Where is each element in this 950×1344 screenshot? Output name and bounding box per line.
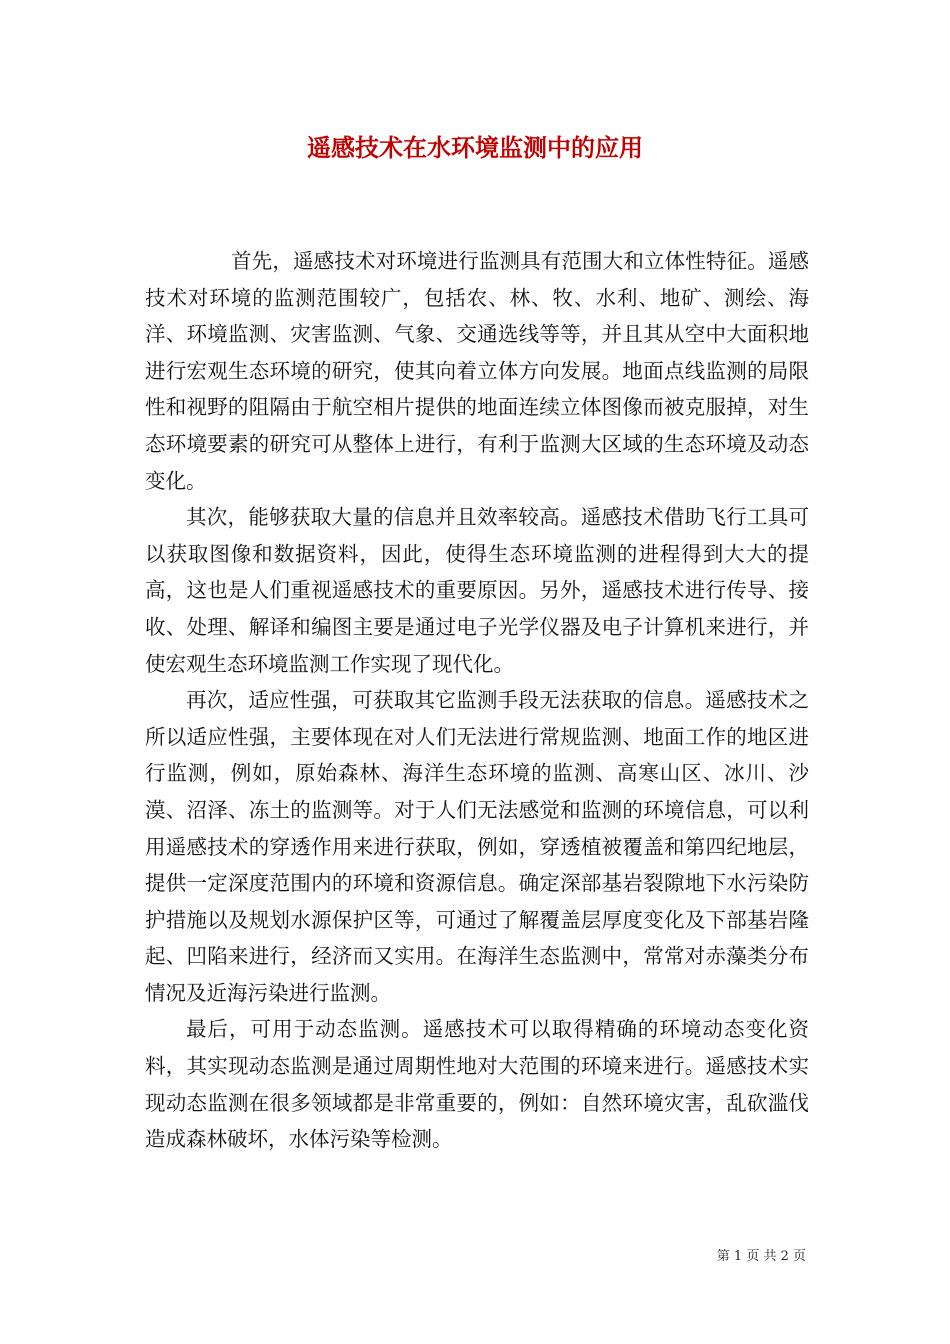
paragraph-2: 其次，能够获取大量的信息并且效率较高。遥感技术借助飞行工具可以获取图像和数据资料，因此，使得生态环境监测的进程得到大大的提高，这也是人们重视遥感技术的重要原因。另外，遥感技术进行传导、接收、处理、解译和编图主要是通过电子光学仪器及电子计算机来进行，并使宏观生态环境监测工作实现了现代化。 — [145, 505, 809, 676]
page-number-footer: 第 1 页 共 2 页 — [716, 1249, 806, 1264]
document-body — [145, 243, 809, 1158]
document-title: 遥感技术在水环境监测中的应用 — [307, 134, 643, 162]
paragraph-4: 最后，可用于动态监测。遥感技术可以取得精确的环境动态变化资料，其实现动态监测是通过周期性地对大范围的环境来进行。遥感技术实现动态监测在很多领域都是非常重要的，例如：自然环境灾害，乱砍滥伐造成森林破坏，水体污染等检测。 — [145, 1017, 809, 1152]
paragraph-3: 再次，适应性强，可获取其它监测手段无法获取的信息。遥感技术之所以适应性强，主要体现在对人们无法进行常规监测、地面工作的地区进行监测，例如，原始森林、海洋生态环境的监测、高寒山区、冰川、沙漠、沼泽、冻土的监测等。对于人们无法感觉和监测的环境信息，可以利用遥感技术的穿透作用来进行获取，例如，穿透植被覆盖和第四纪地层，提供一定深度范围内的环境和资源信息。确定深部基岩裂隙地下水污染防护措施以及规划水源保护区等，可通过了解覆盖层厚度变化及下部基岩隆起、凹陷来进行，经济而又实用。在海洋生态监测中，常常对赤藻类分布情况及近海污染进行监测。 — [145, 688, 809, 1005]
paragraph-1: 首先，遥感技术对环境进行监测具有范围大和立体性特征。遥感技术对环境的监测范围较广，包括农、林、牧、水利、地矿、测绘、海洋、环境监测、灾害监测、气象、交通选线等等，并且其从空中大面积地进行宏观生态环境的研究，使其向着立体方向发展。地面点线监测的局限性和视野的阻隔由于航空相片提供的地面连续立体图像而被克服掉，对生态环境要素的研究可从整体上进行，有利于监测大区域的生态环境及动态变化。 — [145, 249, 809, 493]
